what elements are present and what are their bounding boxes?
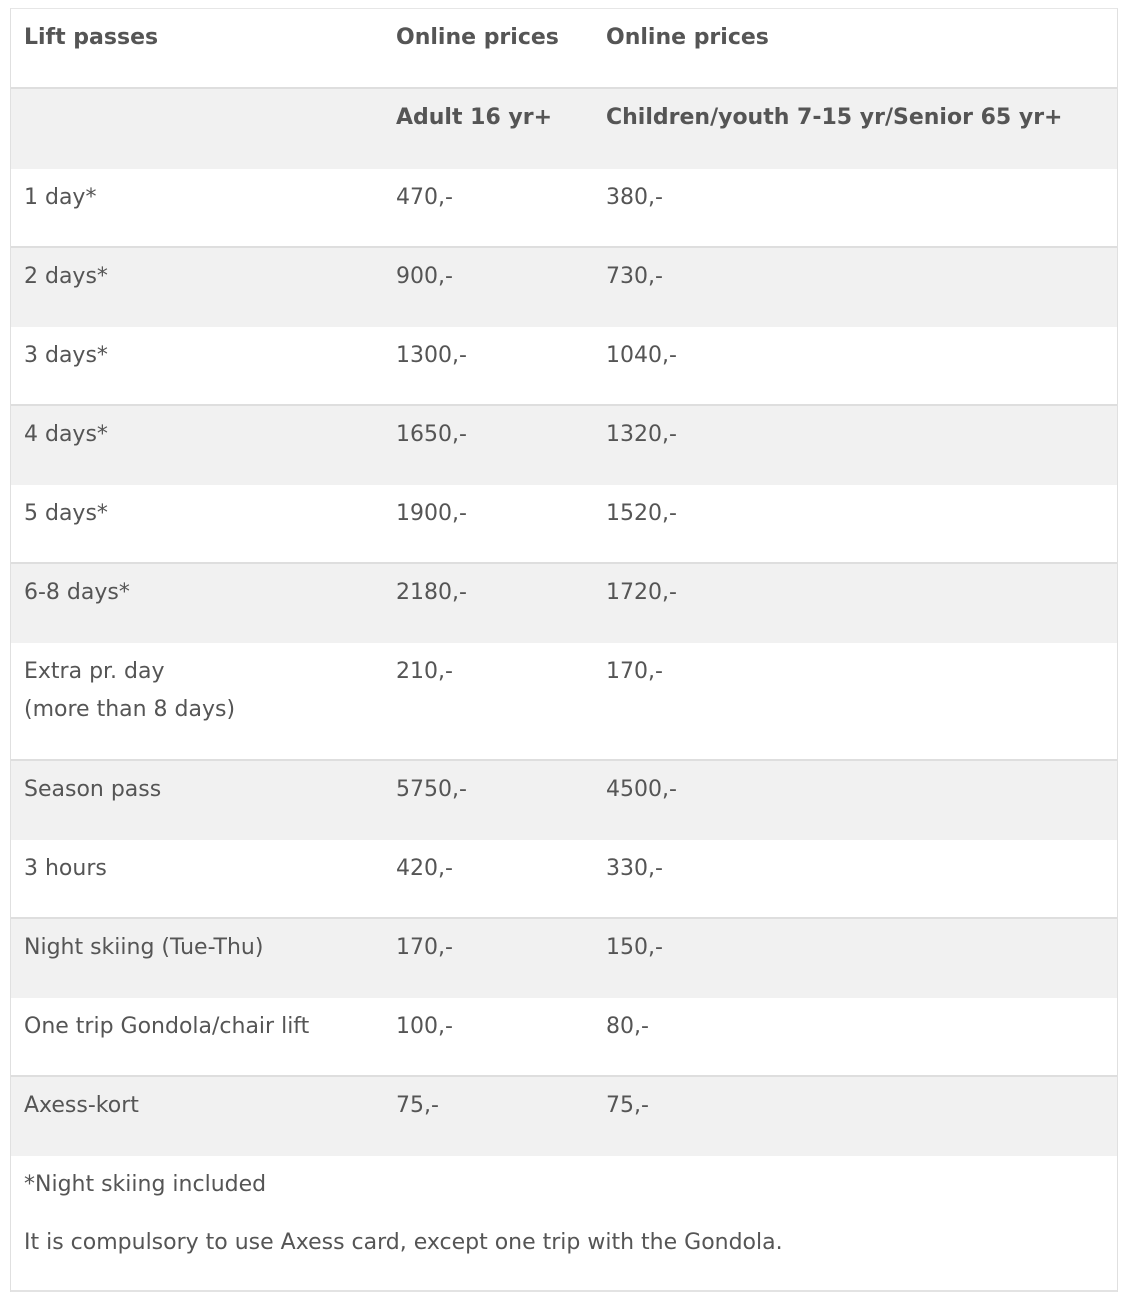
row-child-price: 150,- <box>606 935 663 960</box>
row-label: 6-8 days* <box>24 580 130 605</box>
table-row <box>11 485 1117 564</box>
table-row <box>11 564 1117 643</box>
row-adult-price: 170,- <box>396 935 453 960</box>
table-row <box>11 919 1117 998</box>
row-child-price: 330,- <box>606 856 663 881</box>
table-row <box>11 998 1117 1077</box>
row-label: 1 day* <box>24 185 97 210</box>
subheader-child: Children/youth 7-15 yr/Senior 65 yr+ <box>606 105 1063 130</box>
row-child-price: 380,- <box>606 185 663 210</box>
table-row <box>11 248 1117 327</box>
table-subheader-row <box>11 89 1117 169</box>
row-child-price: 75,- <box>606 1093 649 1118</box>
subheader-adult: Adult 16 yr+ <box>396 105 553 130</box>
lift-pass-price-table <box>10 8 1118 1292</box>
row-label: Axess-kort <box>24 1093 139 1118</box>
row-child-price: 1520,- <box>606 501 677 526</box>
row-adult-price: 420,- <box>396 856 453 881</box>
footnote-night-skiing: *Night skiing included <box>24 1172 267 1197</box>
row-label-line2: (more than 8 days) <box>24 697 236 722</box>
row-adult-price: 75,- <box>396 1093 439 1118</box>
subheader-empty <box>11 89 396 169</box>
row-label: 5 days* <box>24 501 108 526</box>
row-label: Season pass <box>24 777 162 802</box>
row-adult-price: 210,- <box>396 659 453 684</box>
table-header-row <box>11 9 1117 89</box>
row-label: Night skiing (Tue-Thu) <box>24 935 264 960</box>
row-adult-price: 2180,- <box>396 580 467 605</box>
table-notes <box>11 1156 1117 1292</box>
row-label <box>11 643 396 759</box>
footnote-axess-card: It is compulsory to use Axess card, except one trip with the Gondola. <box>24 1230 783 1255</box>
row-label: 2 days* <box>24 264 108 289</box>
row-child-price: 1720,- <box>606 580 677 605</box>
row-adult-price: 470,- <box>396 185 453 210</box>
header-lift-passes: Lift passes <box>24 25 159 50</box>
table-row <box>11 761 1117 840</box>
row-label: One trip Gondola/chair lift <box>24 1014 310 1039</box>
row-adult-price: 1900,- <box>396 501 467 526</box>
table-row <box>11 1077 1117 1156</box>
row-adult-price: 900,- <box>396 264 453 289</box>
row-child-price: 730,- <box>606 264 663 289</box>
row-child-price: 1320,- <box>606 422 677 447</box>
table-row <box>11 327 1117 406</box>
table-row <box>11 840 1117 919</box>
row-label: 3 days* <box>24 343 108 368</box>
row-child-price: 170,- <box>606 659 663 684</box>
row-child-price: 4500,- <box>606 777 677 802</box>
table-row <box>11 169 1117 248</box>
row-label-line1: Extra pr. day <box>24 659 165 684</box>
row-label: 4 days* <box>24 422 108 447</box>
header-online-prices-child: Online prices <box>606 25 769 50</box>
row-child-price: 80,- <box>606 1014 649 1039</box>
header-online-prices-adult: Online prices <box>396 25 559 50</box>
row-label: 3 hours <box>24 856 107 881</box>
row-adult-price: 1300,- <box>396 343 467 368</box>
row-adult-price: 1650,- <box>396 422 467 447</box>
table-row <box>11 643 1117 761</box>
table-row <box>11 406 1117 485</box>
row-adult-price: 100,- <box>396 1014 453 1039</box>
row-child-price: 1040,- <box>606 343 677 368</box>
row-adult-price: 5750,- <box>396 777 467 802</box>
